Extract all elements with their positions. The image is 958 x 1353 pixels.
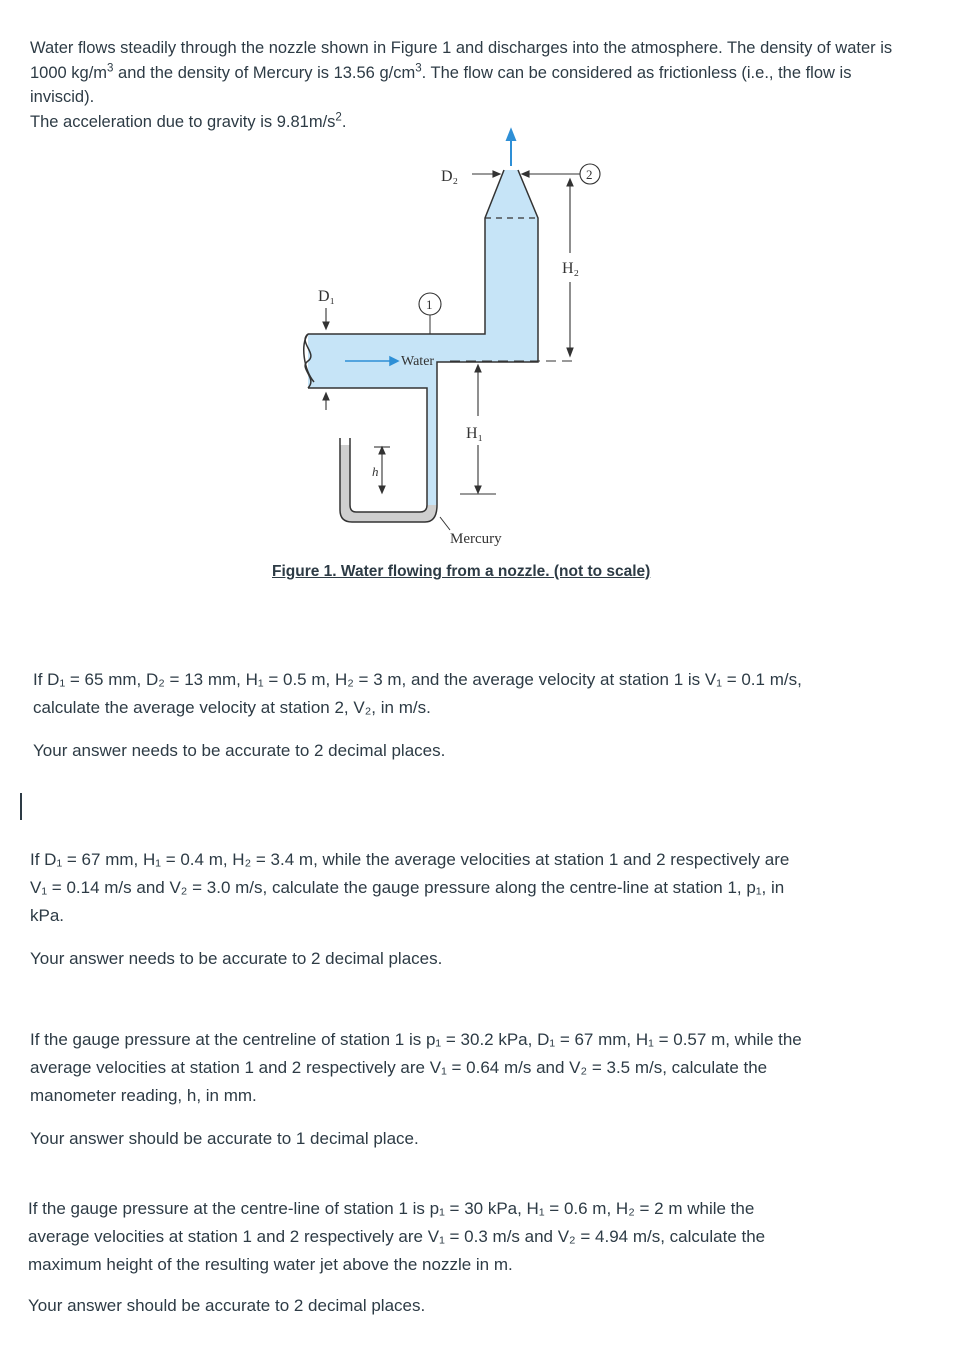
- question-4: [28, 1195, 908, 1279]
- question-3: [30, 1026, 910, 1110]
- figure-caption: Figure 1. Water flowing from a nozzle. (not to scale): [272, 563, 651, 580]
- label-h: h: [372, 464, 379, 479]
- intro-line-2: 1000 $kg/m^3$ and the density of Mercury is 13.56 $g/cm^3$. The flow can be considered as frictionless (i.e., the flow is inviscid).: [30, 62, 852, 106]
- question-2-note: Your answer needs to be accurate to 2 decimal places.: [30, 949, 443, 968]
- question-1-note: Your answer needs to be accurate to 2 decimal places.: [33, 741, 446, 760]
- question-3-line-1: If the gauge pressure at the centreline of station 1 is p₁ = 30.2 kPa, D₁ = 67 mm, H₁ = 0.57 m, while the: [30, 1030, 802, 1049]
- question-2-line-1: If D₁ = 67 mm, H₁ = 0.4 m, H₂ = 3.4 m, while the average velocities at station 1 and 2 respectively are: [30, 850, 790, 869]
- question-2: [30, 846, 910, 930]
- text-cursor: [20, 793, 22, 820]
- label-d2: D₂: [441, 168, 459, 185]
- question-1: [33, 666, 913, 722]
- question-4-note: Your answer should be accurate to 2 decimal places.: [28, 1296, 426, 1315]
- question-3-note: Your answer should be accurate to 1 decimal place.: [30, 1129, 419, 1148]
- label-h1: H₁: [466, 425, 484, 442]
- question-3-line-2: average velocities at station 1 and 2 respectively are V₁ = 0.64 m/s and V₂ = 3.5 m/s, calculate the: [30, 1058, 768, 1077]
- question-1-line-2: calculate the average velocity at station 2, V₂, in m/s.: [33, 698, 431, 717]
- question-4-line-1: If the gauge pressure at the centre-line of station 1 is p₁ = 30 kPa, H₁ = 0.6 m, H₂ = 2 m while the: [28, 1199, 755, 1218]
- jet-arrow: [507, 130, 515, 166]
- label-d1: D₁: [318, 288, 336, 305]
- intro-line-1: Water flows steadily through the nozzle shown in Figure 1 and discharges into the atmosphere. The density of water is: [30, 39, 893, 57]
- manometer-outline: [340, 438, 437, 522]
- nozzle-diagram: [290, 120, 670, 560]
- question-4-line-3: maximum height of the resulting water jet above the nozzle in m.: [28, 1255, 513, 1274]
- label-mercury: Mercury: [450, 531, 502, 547]
- label-water: Water: [401, 354, 435, 369]
- question-2-line-3: kPa.: [30, 906, 65, 925]
- question-3-line-3: manometer reading, h, in mm.: [30, 1086, 257, 1105]
- nozzle-figure: [290, 120, 670, 560]
- intro-line-3: The acceleration due to gravity is $9.81m/s^2$.: [30, 111, 347, 131]
- label-station-1: 1: [426, 297, 433, 312]
- label-h2: H₂: [562, 260, 580, 277]
- label-station-2: 2: [586, 167, 593, 182]
- mercury-fill: [340, 445, 437, 522]
- question-2-line-2: V₁ = 0.14 m/s and V₂ = 3.0 m/s, calculate the gauge pressure along the centre-line at station 1, p₁, in: [30, 878, 785, 897]
- question-1-line-1: If D₁ = 65 mm, D₂ = 13 mm, H₁ = 0.5 m, H₂ = 3 m, and the average velocity at station 1 is V₁ = 0.1 m/s,: [33, 670, 802, 689]
- question-4-line-2: average velocities at station 1 and 2 respectively are V₁ = 0.3 m/s and V₂ = 4.94 m/s, calculate the: [28, 1227, 766, 1246]
